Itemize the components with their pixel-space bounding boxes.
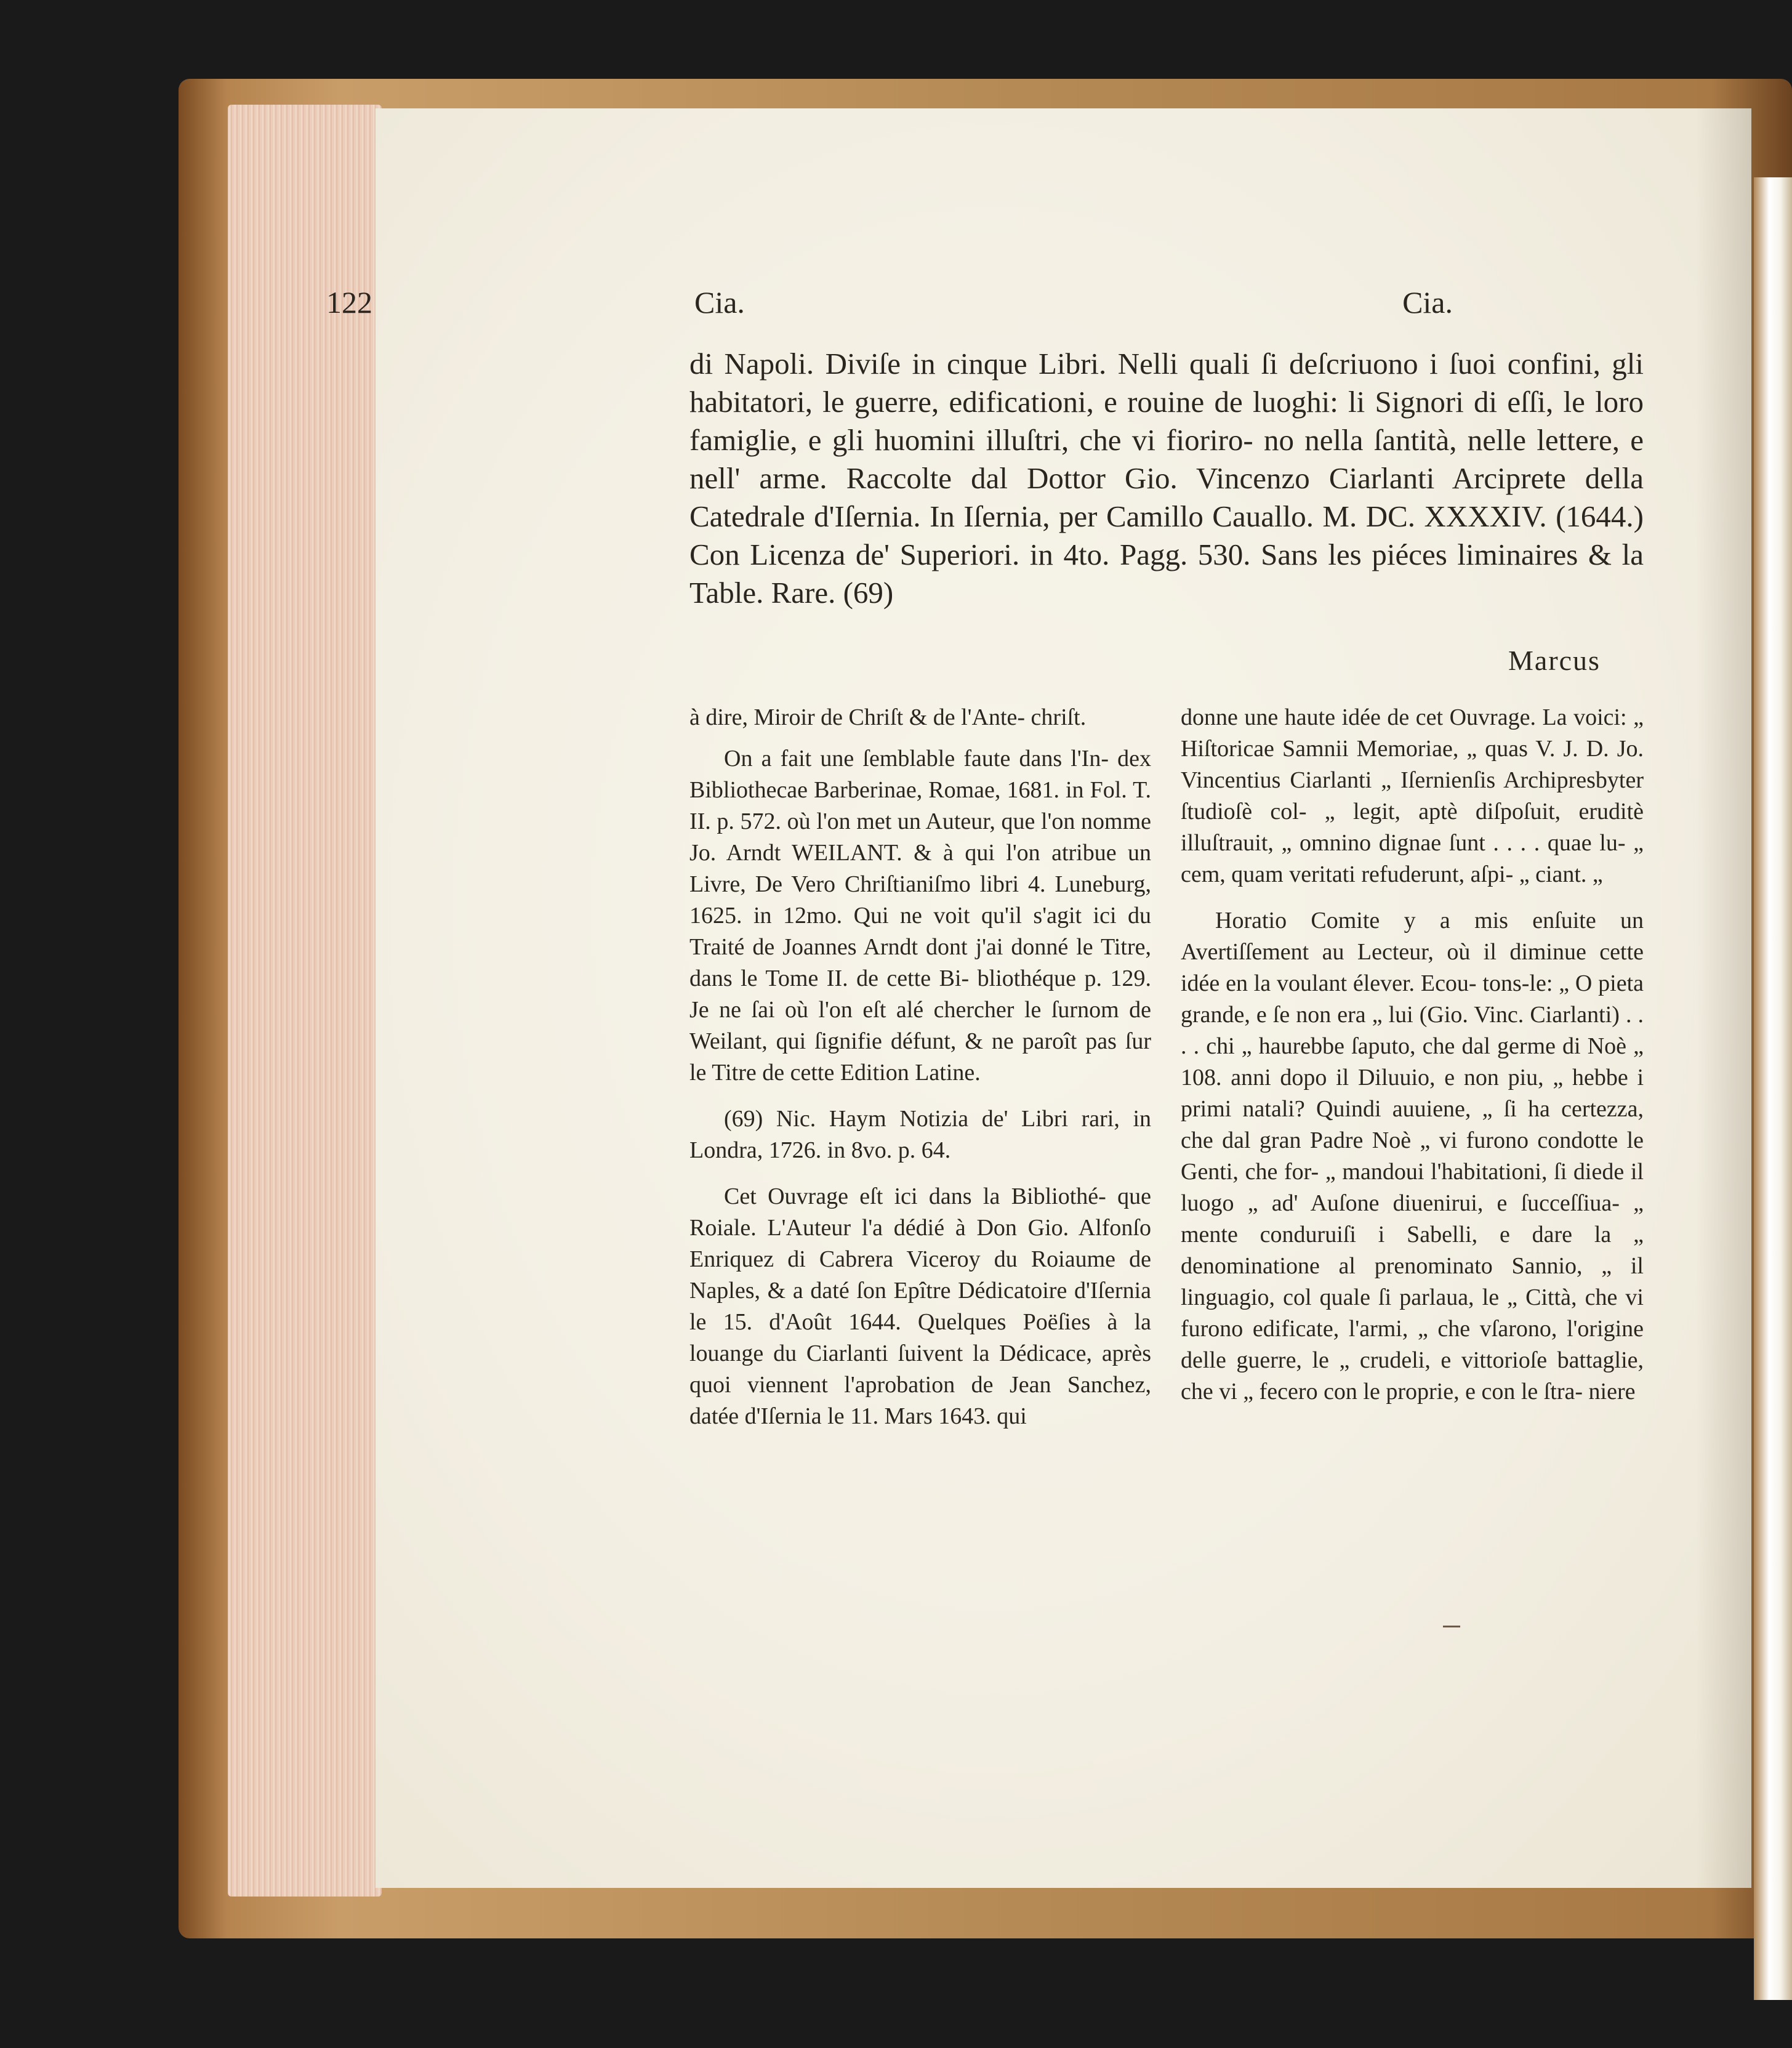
- left-column: [689, 702, 1151, 1442]
- right-paragraph-1: donne une haute idée de cet Ouvrage. La voici: „ Hiſtoricae Samnii Memoriae, „ quas V. J. D. Jo. Vincentius Ciarlanti „ Iſernienſis Archipresbyter ſtudioſè col- „ legit, aptè diſpoſuit, eruditè illuſtrauit, „ omnino dignae ſunt . . . . quae lu- „ cem, quam veritati refuderunt, aſpi- „ ciant. „: [1181, 704, 1644, 887]
- page-edges: [228, 105, 382, 1897]
- ink-mark: [1443, 1626, 1460, 1627]
- running-head-left: Cia.: [694, 285, 745, 320]
- page-number: 122: [326, 285, 372, 320]
- left-paragraph-4: Cet Ouvrage eſt ici dans la Bibliothé- que Roiale. L'Auteur l'a dédié à Don Gio. Alfonſo Enriquez di Cabrera Viceroy du Roiaume de Naples, & a daté ſon Epître Dédicatoire d'Iſernia le 15. d'Août 1644. Quelques Poëſies à la louange du Ciarlanti ſuivent la Dédicace, après quoi viennent l'aprobation de Jean Sanchez, datée d'Iſernia le 11. Mars 1643. qui: [689, 1183, 1151, 1429]
- left-paragraph-1: à dire, Miroir de Chriſt & de l'Ante- chriſt.: [689, 704, 1087, 730]
- intro-paragraph: [689, 345, 1644, 612]
- right-column: [1181, 702, 1644, 1417]
- left-paragraph-2: On a fait une ſemblable faute dans l'In- dex Bibliothecae Barberinae, Romae, 1681. in Fol. T. II. p. 572. où l'on met un Auteur, que l'on nomme Jo. Arndt WEILANT. & à qui l'on atribue un Livre, De Vero Chriſtianiſmo libri 4. Luneburg, 1625. in 12mo. Qui ne voit qu'il s'agit ici du Traité de Joannes Arndt dont j'ai donné le Titre, dans le Tome II. de cette Bi- bliothéque p. 129. Je ne ſai où l'on eſt alé chercher le ſurnom de Weilant, qui ſignifie défunt, & ne paroît pas ſur le Titre de cette Edition Latine.: [689, 746, 1151, 1086]
- right-paragraph-2: Horatio Comite y a mis enſuite un Avertiſſement au Lecteur, où il diminue cette idée en la voulant élever. Ecou- tons-le: „ O pieta grande, e ſe non era „ lui (Gio. Vinc. Ciarlanti) . . . . chi „ haurebbe ſaputo, che dal germe di Noè „ 108. anni dopo il Diluuio, e non piu, „ hebbe i primi natali? Quindi auuiene, „ ſi ha certezza, che dal gran Padre Noè „ vi furono condotte le Genti, che for- „ mandoui l'habitationi, ſi diede il luogo „ ad' Auſone diuenirui, e ſucceſſiua- „ mente conduruiſi i Sabelli, e dare la „ denominatione al prenominato Sannio, „ il linguagio, col quale ſi parlaua, le „ Città, che vi furono edificate, l'armi, „ che vſarono, l'origine delle guerre, le „ crudeli, e vittorioſe battaglie, che vi „ fecero con le proprie, e con le ſtra- niere: [1181, 908, 1644, 1405]
- footnote-69: (69) Nic. Haym Notizia de' Libri rari, in Londra, 1726. in 8vo. p. 64.: [689, 1106, 1151, 1163]
- intro-text: di Napoli. Diviſe in cinque Libri. Nelli quali ſi deſcriuono i ſuoi confini, gli habitatori, le guerre, edificationi, e rouine de luoghi: li Signori di eſſi, le loro famiglie, e gli huomini illuſtri, che vi fioriro- no nella ſantità, nelle lettere, e nell' arme. Raccolte dal Dottor Gio. Vincenzo Ciarlanti Arciprete della Catedrale d'Iſernia. In Iſernia, per Camillo Cauallo. M. DC. XXXXIV. (1644.) Con Licenza de' Superiori. in 4to. Pagg. 530. Sans les piéces liminaires & la Table. Rare. (69): [689, 347, 1644, 610]
- running-head-right: Cia.: [1402, 285, 1453, 320]
- gutter-shadow: [1696, 108, 1751, 1888]
- running-header: [326, 284, 1453, 334]
- catchword-heading: Marcus: [1508, 645, 1601, 676]
- facing-page-edge: [1754, 177, 1792, 2000]
